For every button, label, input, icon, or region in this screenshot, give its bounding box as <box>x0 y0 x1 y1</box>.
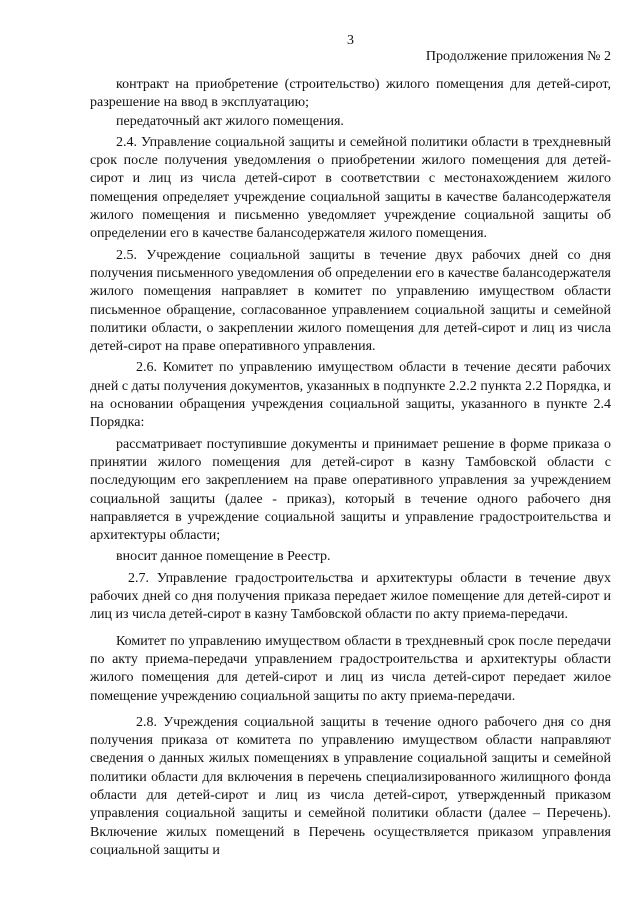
paragraph-2-4: 2.4. Управление социальной защиты и семейной политики области в трехдневный срок после получения уведомления о приобретении жилого помещения для детей-сирот и лиц из числа детей-сирот в соответствии с местонахождением жилого помещения определяет учреждение социальной защиты в качестве балансодержателя жилого помещения и письменно уведомляет учреждение социальной защиты об определении его в качестве балансодержателя жилого помещения. <box>90 134 611 242</box>
paragraph-committee-transfer: Комитет по управлению имуществом области в трехдневный срок после передачи по акту приема-передачи управлением градостроительства и архитектуры области жилого помещения для детей-сирот и лиц из числа детей-сирот передает жилое помещение учреждению социальной защиты по акту приема-передачи. <box>90 633 611 704</box>
paragraph-2-8: 2.8. Учреждения социальной защиты в течение одного рабочего дня со дня получения приказа от комитета по управлению имуществом области направляют сведения о данных жилых помещениях в управление социальной защиты и семейной политики области для включения в перечень специализированного жилищного фонда области для детей-сирот и лиц из числа детей-сирот, утвержденный приказом управления социальной защиты и семейной политики области (далее – Перечень). Включение жилых помещений в Перечень осуществляется приказом управления социальной защиты и <box>90 714 611 858</box>
page-number: 3 <box>347 33 354 48</box>
paragraph-2-6: 2.6. Комитет по управлению имуществом области в течение десяти рабочих дней с даты получения документов, указанных в подпункте 2.2.2 пункта 2.2 Порядка, и на основании обращения учреждения социальной защиты, указанного в пункте 2.4 Порядка: <box>90 360 611 431</box>
paragraph-registry: вносит данное помещение в Реестр. <box>116 549 331 565</box>
paragraph-order-decision: рассматривает поступившие документы и принимает решение в форме приказа о принятии жилого помещения для детей-сирот в казну Тамбовской области с последующим его закреплением на праве оперативного управления за учреждением социальной защиты (далее - приказ), который в течение одного рабочего дня направляется в учреждение социальной защиты и управление градостроительства и архитектуры области; <box>90 436 611 544</box>
paragraph-transfer-act: передаточный акт жилого помещения. <box>116 113 344 129</box>
paragraph-2-5: 2.5. Учреждение социальной защиты в течение двух рабочих дней со дня получения письменного уведомления об определении его в качестве балансодержателя жилого помещения направляет в комитет по управлению имуществом области письменное обращение, согласованное управлением социальной защиты и семейной политики области, о закреплении жилого помещения для детей-сирот и лиц из числа детей-сирот на праве оперативного управления. <box>90 247 611 355</box>
paragraph-2-7: 2.7. Управление градостроительства и архитектуры области в течение двух рабочих дней со дня получения приказа передает жилое помещение для детей-сирот и лиц из числа детей-сирот в казну Тамбовской области по акту приема-передачи. <box>90 570 611 623</box>
paragraph-contract: контракт на приобретение (строительство) жилого помещения для детей-сирот, разрешение на ввод в эксплуатацию; <box>90 77 611 111</box>
appendix-label: Продолжение приложения № 2 <box>425 49 611 64</box>
document-body <box>90 76 611 860</box>
